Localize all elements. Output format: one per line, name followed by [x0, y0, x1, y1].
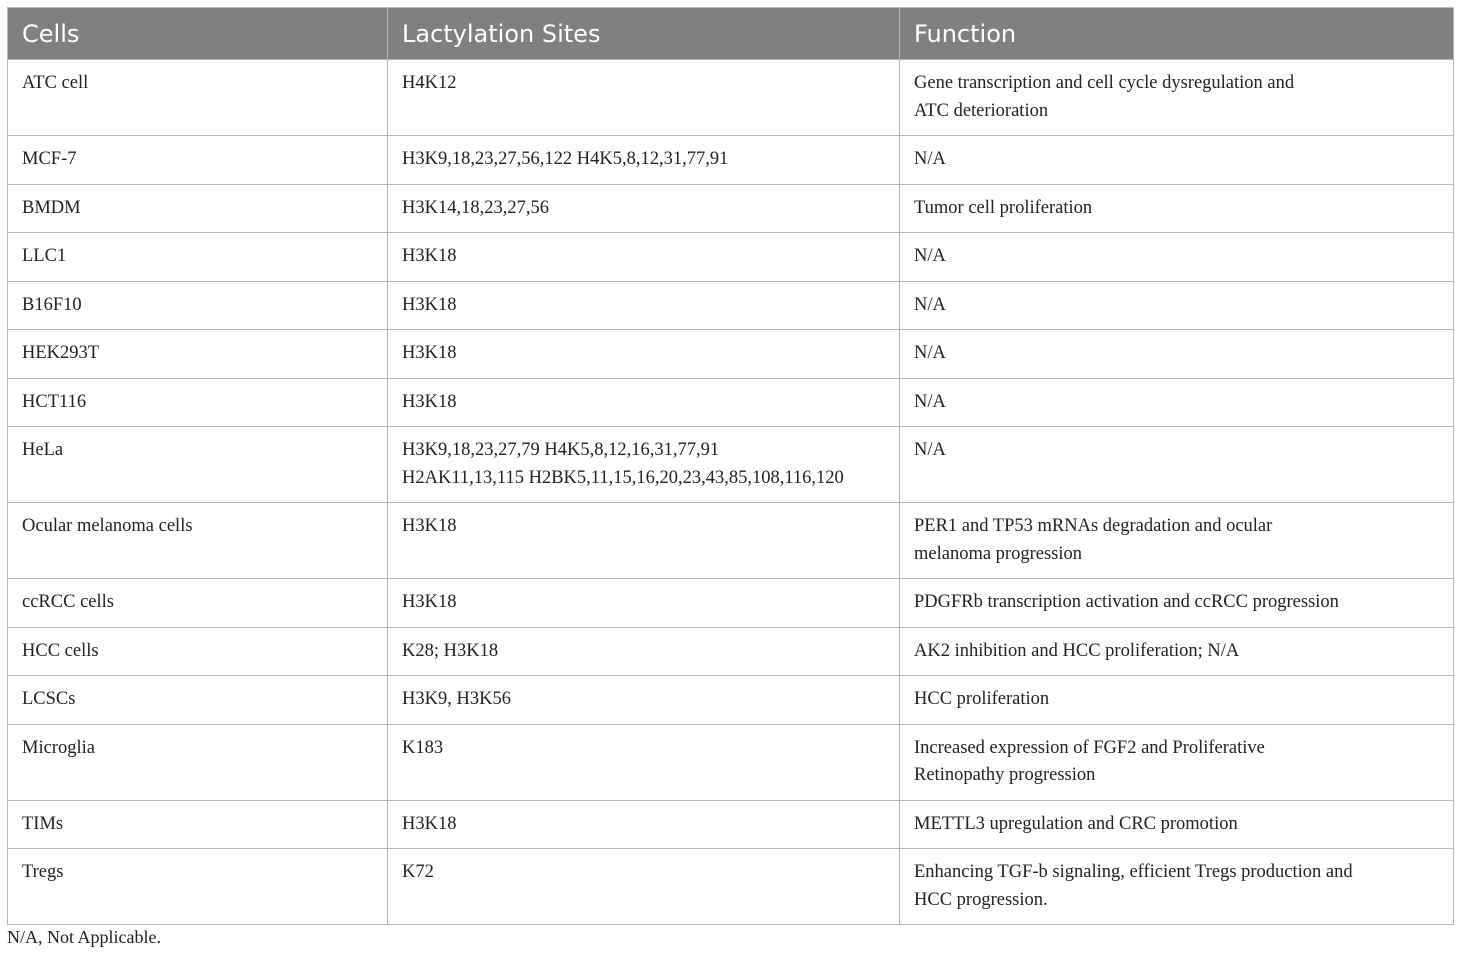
lactylation-sites-cell: [388, 184, 900, 233]
lactylation-sites-line: H3K18: [402, 516, 457, 536]
cell-type: Microglia: [8, 724, 388, 800]
table-row: [8, 184, 1454, 233]
lactylation-sites-cell: [388, 579, 900, 628]
function-cell: [900, 579, 1454, 628]
lactylation-sites-cell: [388, 800, 900, 849]
function-cell: [900, 676, 1454, 725]
lactylation-sites-cell: [388, 233, 900, 282]
table-row: [8, 627, 1454, 676]
cell-type: ATC cell: [8, 60, 388, 136]
table-row: [8, 136, 1454, 185]
function-line: PER1 and TP53 mRNAs degradation and ocular: [914, 516, 1273, 536]
lactylation-sites-cell: [388, 627, 900, 676]
header-row: [8, 8, 1454, 60]
lactylation-table: [7, 7, 1454, 925]
function-line: N/A: [914, 294, 946, 315]
function-cell: [900, 136, 1454, 185]
function-line: Tumor cell proliferation: [914, 197, 1093, 218]
lactylation-sites-cell: [388, 676, 900, 725]
cell-type: Tregs: [8, 849, 388, 925]
header-function: Function: [900, 8, 1454, 60]
function-line: N/A: [914, 343, 946, 363]
lactylation-sites-cell: [388, 849, 900, 925]
lactylation-sites-line: H3K9, H3K56: [402, 689, 511, 709]
function-cell: [900, 378, 1454, 427]
function-line: melanoma progression: [914, 543, 1082, 564]
function-line: ATC deterioration: [914, 100, 1049, 121]
lactylation-sites-line: H3K9,18,23,27,79 H4K5,8,12,16,31,77,91: [402, 440, 720, 460]
table-row: [8, 233, 1454, 282]
function-cell: [900, 330, 1454, 379]
function-cell: [900, 427, 1454, 503]
function-line: AK2 inhibition and HCC proliferation; N/A: [914, 640, 1240, 661]
lactylation-sites-line: K72: [402, 862, 434, 882]
table-body: [8, 60, 1454, 925]
function-line: N/A: [914, 246, 946, 266]
lactylation-sites-line: H3K18: [402, 294, 457, 315]
table-row: [8, 427, 1454, 503]
cell-type: B16F10: [8, 281, 388, 330]
function-line: HCC progression.: [914, 889, 1048, 910]
function-line: N/A: [914, 391, 946, 412]
cell-type: HeLa: [8, 427, 388, 503]
function-line: N/A: [914, 149, 946, 169]
cell-type: HCT116: [8, 378, 388, 427]
lactylation-sites-line: H3K18: [402, 246, 457, 266]
function-cell: [900, 627, 1454, 676]
function-cell: [900, 800, 1454, 849]
cell-type: HCC cells: [8, 627, 388, 676]
function-cell: [900, 724, 1454, 800]
function-cell: [900, 281, 1454, 330]
table-row: [8, 330, 1454, 379]
function-cell: [900, 233, 1454, 282]
function-line: Retinopathy progression: [914, 765, 1096, 785]
cell-type: MCF-7: [8, 136, 388, 185]
lactylation-sites-line: H3K9,18,23,27,56,122 H4K5,8,12,31,77,91: [402, 149, 729, 169]
lactylation-sites-line: K183: [402, 737, 444, 758]
lactylation-sites-line: H3K18: [402, 343, 457, 363]
table-row: [8, 60, 1454, 136]
table-row: [8, 579, 1454, 628]
function-line: PDGFRb transcription activation and ccRCC progression: [914, 592, 1339, 612]
lactylation-table-container: [7, 7, 1453, 925]
cell-type: LLC1: [8, 233, 388, 282]
cell-type: Ocular melanoma cells: [8, 503, 388, 579]
lactylation-sites-cell: [388, 136, 900, 185]
cell-type: LCSCs: [8, 676, 388, 725]
lactylation-sites-cell: [388, 427, 900, 503]
lactylation-sites-line: K28; H3K18: [402, 640, 499, 661]
table-row: [8, 724, 1454, 800]
table-row: [8, 503, 1454, 579]
lactylation-sites-line: H3K18: [402, 592, 457, 612]
cell-type: BMDM: [8, 184, 388, 233]
table-header: [8, 8, 1454, 60]
lactylation-sites-cell: [388, 60, 900, 136]
function-line: HCC proliferation: [914, 689, 1050, 709]
function-line: Increased expression of FGF2 and Proliferative: [914, 737, 1265, 758]
table-row: [8, 378, 1454, 427]
cell-type: HEK293T: [8, 330, 388, 379]
table-row: [8, 676, 1454, 725]
lactylation-sites-cell: [388, 503, 900, 579]
function-line: METTL3 upregulation and CRC promotion: [914, 813, 1238, 834]
cell-type: TIMs: [8, 800, 388, 849]
table-row: [8, 800, 1454, 849]
table-footnote: N/A, Not Applicable.: [7, 927, 161, 947]
function-cell: [900, 184, 1454, 233]
function-line: N/A: [914, 440, 946, 460]
lactylation-sites-line: H4K12: [402, 73, 457, 93]
lactylation-sites-line: H3K14,18,23,27,56: [402, 197, 549, 218]
cell-type: ccRCC cells: [8, 579, 388, 628]
function-cell: [900, 60, 1454, 136]
lactylation-sites-cell: [388, 378, 900, 427]
table-row: [8, 281, 1454, 330]
lactylation-sites-cell: [388, 330, 900, 379]
function-cell: [900, 503, 1454, 579]
function-line: Enhancing TGF-b signaling, efficient Tregs production and: [914, 862, 1353, 882]
header-cells: Cells: [8, 8, 388, 60]
table-row: [8, 849, 1454, 925]
lactylation-sites-line: H3K18: [402, 813, 457, 834]
function-line: Gene transcription and cell cycle dysregulation and: [914, 73, 1295, 93]
function-cell: [900, 849, 1454, 925]
lactylation-sites-line: H3K18: [402, 391, 457, 412]
header-lactylation-sites: Lactylation Sites: [388, 8, 900, 60]
lactylation-sites-cell: [388, 281, 900, 330]
lactylation-sites-line: H2AK11,13,115 H2BK5,11,15,16,20,23,43,85,108,116,120: [402, 467, 844, 488]
lactylation-sites-cell: [388, 724, 900, 800]
